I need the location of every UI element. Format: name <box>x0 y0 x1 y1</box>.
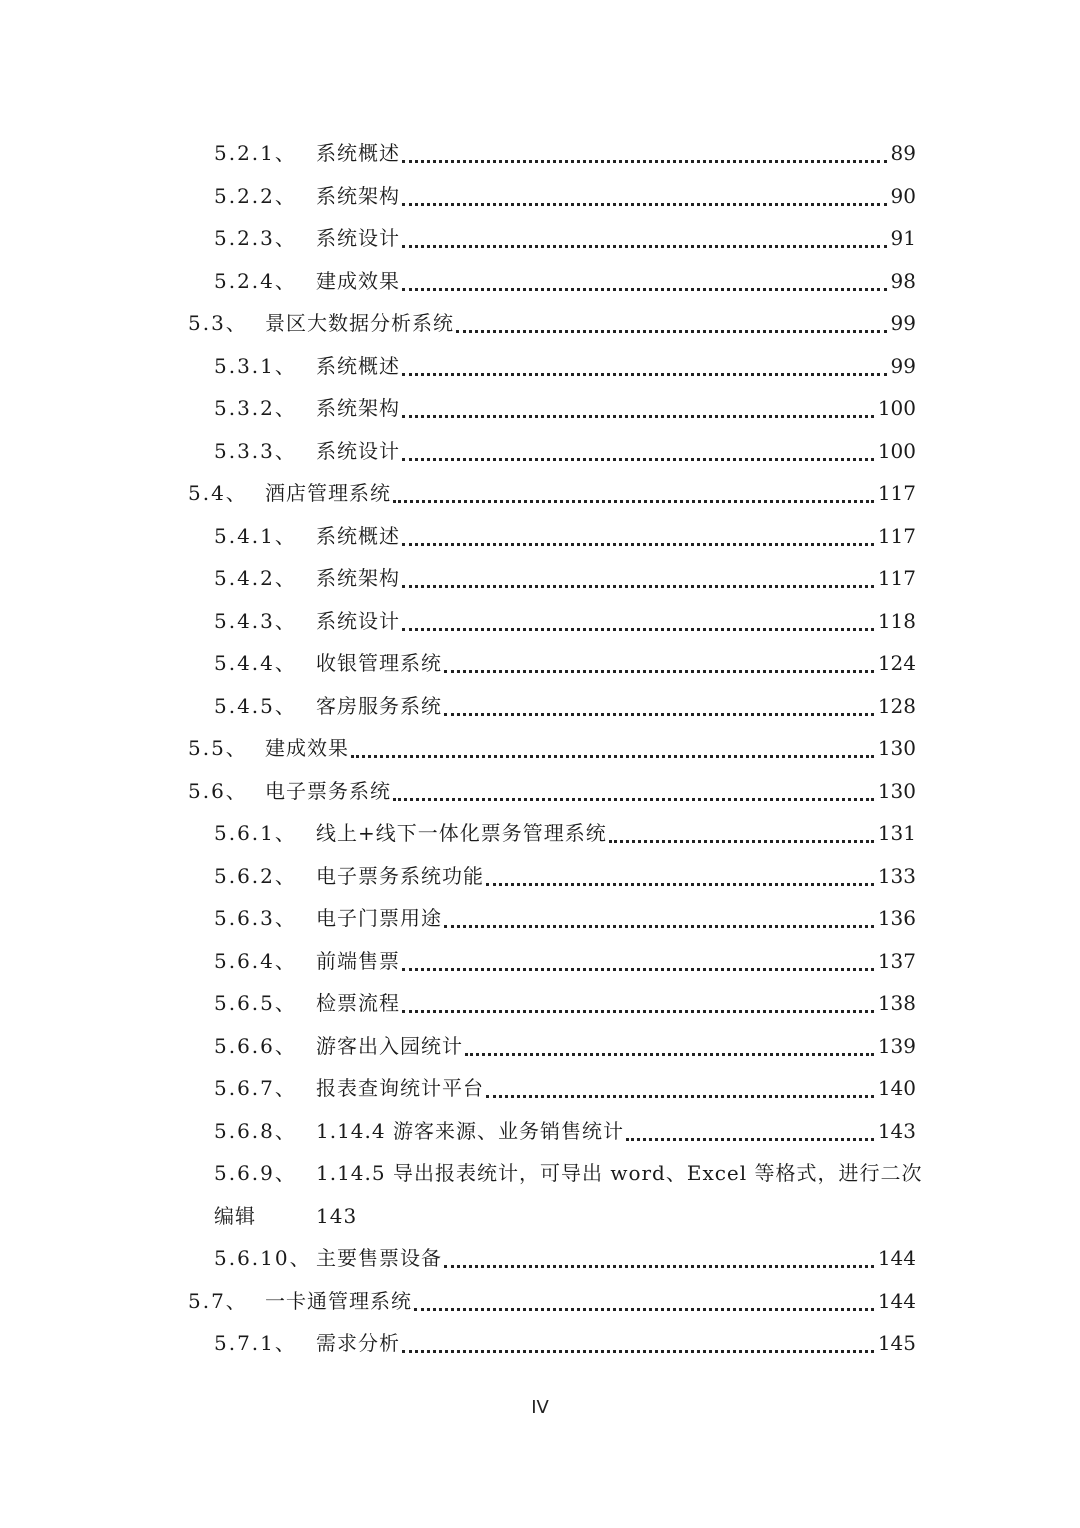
toc-entry[interactable] <box>0 855 916 897</box>
toc-entry-number: 5.2.2、 <box>214 183 297 208</box>
toc-entry-title: 一卡通管理系统 <box>265 1288 412 1313</box>
toc-entry-number: 5.2.4、 <box>214 268 297 293</box>
toc-entry-page-number: 98 <box>889 260 916 302</box>
toc-entry-page-number: 140 <box>876 1067 916 1109</box>
toc-entry-number: 5.3.3、 <box>214 438 297 463</box>
toc-dot-leader <box>393 496 874 503</box>
toc-entry-page-number: 99 <box>889 345 916 387</box>
toc-entry-title: 收银管理系统 <box>316 651 442 675</box>
toc-entry-title: 需求分析 <box>316 1331 400 1355</box>
toc-entry-title: 电子票务系统功能 <box>316 863 484 888</box>
toc-entry-number: 5.6.2、 <box>214 863 297 888</box>
toc-entry-page-number: 136 <box>876 897 916 939</box>
toc-entry-title: 酒店管理系统 <box>265 481 391 505</box>
toc-entry[interactable] <box>0 132 916 174</box>
toc-entry-page-number: 144 <box>876 1280 916 1322</box>
toc-entry-page-number: 130 <box>876 770 916 812</box>
toc-entry-title: 系统设计 <box>316 608 400 633</box>
toc-entry[interactable] <box>0 642 916 684</box>
toc-entry-number: 5.6.9、 <box>214 1161 297 1185</box>
toc-entry-page-number: 139 <box>876 1025 916 1067</box>
toc-entry-page-number: 117 <box>876 557 916 599</box>
toc-entry-page-number: 89 <box>889 132 916 174</box>
toc-entry-page-number: 117 <box>876 515 916 557</box>
toc-dot-leader <box>402 199 887 206</box>
toc-entry-number: 5.4、 <box>188 481 248 505</box>
toc-entry[interactable] <box>0 302 916 344</box>
toc-entry[interactable] <box>0 175 916 217</box>
toc-entry-number: 5.6.5、 <box>214 991 297 1015</box>
toc-entry-number: 5.6.7、 <box>214 1076 297 1100</box>
toc-entry-number: 5.2.3、 <box>214 226 297 250</box>
toc-entry-title: 系统设计 <box>316 226 400 250</box>
toc-dot-leader <box>402 156 887 163</box>
toc-dot-leader <box>609 836 874 843</box>
toc-dot-leader <box>456 326 887 333</box>
toc-entry-page-number: 128 <box>876 685 916 727</box>
toc-entry-number: 5.3.2、 <box>214 396 297 420</box>
toc-dot-leader <box>393 794 874 801</box>
toc-entry-title: 电子票务系统 <box>265 778 391 803</box>
toc-entry[interactable] <box>0 387 916 429</box>
toc-entry[interactable] <box>0 345 916 387</box>
toc-entry-page-number: 117 <box>876 472 916 514</box>
toc-dot-leader <box>402 284 887 291</box>
toc-entry-title: 系统架构 <box>316 396 400 420</box>
toc-entry-number: 5.6、 <box>188 778 248 803</box>
toc-dot-leader <box>402 1346 874 1353</box>
toc-entry[interactable] <box>0 940 916 982</box>
toc-entry-page-number: 118 <box>876 600 916 642</box>
toc-entry-title: 检票流程 <box>316 991 400 1015</box>
toc-dot-leader <box>444 921 874 928</box>
toc-entry[interactable] <box>0 472 916 514</box>
toc-entry-number: 5.3、 <box>188 311 248 335</box>
toc-entry-page-number: 133 <box>876 855 916 897</box>
toc-entry[interactable] <box>0 1237 916 1279</box>
toc-entry-page-number: 100 <box>876 430 916 472</box>
toc-entry-number: 5.6.8、 <box>214 1118 297 1143</box>
toc-entry-title: 客房服务系统 <box>316 693 442 718</box>
toc-entry-number: 5.2.1、 <box>214 141 297 165</box>
toc-entry-page-number: 99 <box>889 302 916 344</box>
toc-entry-page-number: 144 <box>876 1237 916 1279</box>
toc-dot-leader <box>351 751 874 758</box>
toc-dot-leader <box>402 539 874 546</box>
toc-entry[interactable] <box>0 1110 916 1152</box>
toc-dot-leader <box>402 964 874 971</box>
toc-entry-number: 5.6.6、 <box>214 1033 297 1058</box>
toc-entry-number: 5.7、 <box>188 1288 248 1313</box>
toc-entry-title-continued: 编辑 <box>214 1203 256 1228</box>
toc-dot-leader <box>626 1134 874 1141</box>
toc-entry-number: 5.7.1、 <box>214 1331 297 1355</box>
toc-entry-number: 5.4.5、 <box>214 693 297 718</box>
toc-dot-leader <box>465 1049 874 1056</box>
toc-dot-leader <box>402 581 874 588</box>
toc-entry-title: 系统设计 <box>316 438 400 463</box>
toc-dot-leader <box>402 624 874 631</box>
toc-entry-page-number: 138 <box>876 982 916 1024</box>
toc-entry[interactable] <box>0 770 916 812</box>
toc-entry[interactable] <box>0 897 916 939</box>
toc-entry[interactable] <box>0 1067 916 1109</box>
toc-entry-number: 5.4.1、 <box>214 523 297 548</box>
toc-entry-title: 建成效果 <box>265 736 349 760</box>
toc-entry[interactable] <box>0 812 916 854</box>
toc-entry[interactable] <box>0 260 916 302</box>
toc-entry[interactable] <box>0 217 916 259</box>
toc-entry[interactable] <box>0 515 916 557</box>
toc-entry-title: 1.14.5 导出报表统计，可导出 word、Excel 等格式，进行二次 <box>316 1161 923 1185</box>
toc-entry-page-number: 124 <box>876 642 916 684</box>
toc-entry[interactable] <box>0 685 916 727</box>
toc-entry-number: 5.5、 <box>188 736 248 760</box>
toc-entry-number: 5.4.3、 <box>214 608 297 633</box>
toc-entry[interactable] <box>0 727 916 769</box>
toc-entry-page-number: 143 <box>316 1203 358 1228</box>
toc-entry-page-number: 91 <box>889 217 916 259</box>
toc-entry-title: 电子门票用途 <box>316 906 442 930</box>
toc-entry-title: 景区大数据分析系统 <box>265 311 454 335</box>
toc-entry-page-number: 100 <box>876 387 916 429</box>
toc-entry-title: 报表查询统计平台 <box>316 1076 484 1100</box>
toc-entry-title: 系统架构 <box>316 566 400 590</box>
toc-entry-page-number: 130 <box>876 727 916 769</box>
toc-entry-page-number: 90 <box>889 175 916 217</box>
toc-entry[interactable] <box>0 1322 916 1364</box>
toc-entry-title: 建成效果 <box>316 268 400 293</box>
toc-dot-leader <box>402 1006 874 1013</box>
toc-entry-number: 5.3.1、 <box>214 353 297 378</box>
toc-entry-title: 系统概述 <box>316 141 400 165</box>
toc-entry[interactable] <box>0 982 916 1024</box>
toc-entry-title: 系统架构 <box>316 183 400 208</box>
toc-entry-page-number: 131 <box>876 812 916 854</box>
toc-dot-leader <box>444 666 874 673</box>
page-number-footer: IV <box>531 1397 549 1418</box>
toc-entry-number: 5.6.1、 <box>214 821 297 845</box>
toc-entry[interactable] <box>0 1025 916 1067</box>
toc-entry[interactable] <box>0 600 916 642</box>
toc-dot-leader <box>444 709 874 716</box>
toc-entry[interactable] <box>0 1152 923 1194</box>
toc-dot-leader <box>402 369 887 376</box>
toc-entry-title: 游客出入园统计 <box>316 1033 463 1058</box>
toc-entry-title: 线上+线下一体化票务管理系统 <box>316 821 607 845</box>
toc-entry-title: 系统概述 <box>316 523 400 548</box>
toc-dot-leader <box>414 1304 874 1311</box>
toc-entry-title: 前端售票 <box>316 948 400 973</box>
toc-entry-title: 主要售票设备 <box>316 1246 442 1270</box>
toc-entry-number: 5.4.2、 <box>214 566 297 590</box>
toc-entry-title: 系统概述 <box>316 353 400 378</box>
toc-dot-leader <box>486 1091 874 1098</box>
toc-entry-number: 5.6.3、 <box>214 906 297 930</box>
toc-entry[interactable] <box>0 1280 916 1322</box>
toc-entry-number: 5.6.10、 <box>214 1246 312 1270</box>
toc-entry-page-number: 145 <box>876 1322 916 1364</box>
toc-entry-continuation[interactable] <box>0 1195 916 1237</box>
toc-dot-leader <box>486 879 874 886</box>
toc-entry-page-number: 137 <box>876 940 916 982</box>
toc-dot-leader <box>444 1261 874 1268</box>
toc-dot-leader <box>402 411 874 418</box>
toc-entry[interactable] <box>0 430 916 472</box>
toc-entry-page-number: 143 <box>876 1110 916 1152</box>
toc-entry-title: 1.14.4 游客来源、业务销售统计 <box>316 1118 624 1143</box>
toc-dot-leader <box>402 454 874 461</box>
toc-entry-number: 5.4.4、 <box>214 651 297 675</box>
toc-entry-number: 5.6.4、 <box>214 948 297 973</box>
toc-dot-leader <box>402 241 887 248</box>
toc-entry[interactable] <box>0 557 916 599</box>
